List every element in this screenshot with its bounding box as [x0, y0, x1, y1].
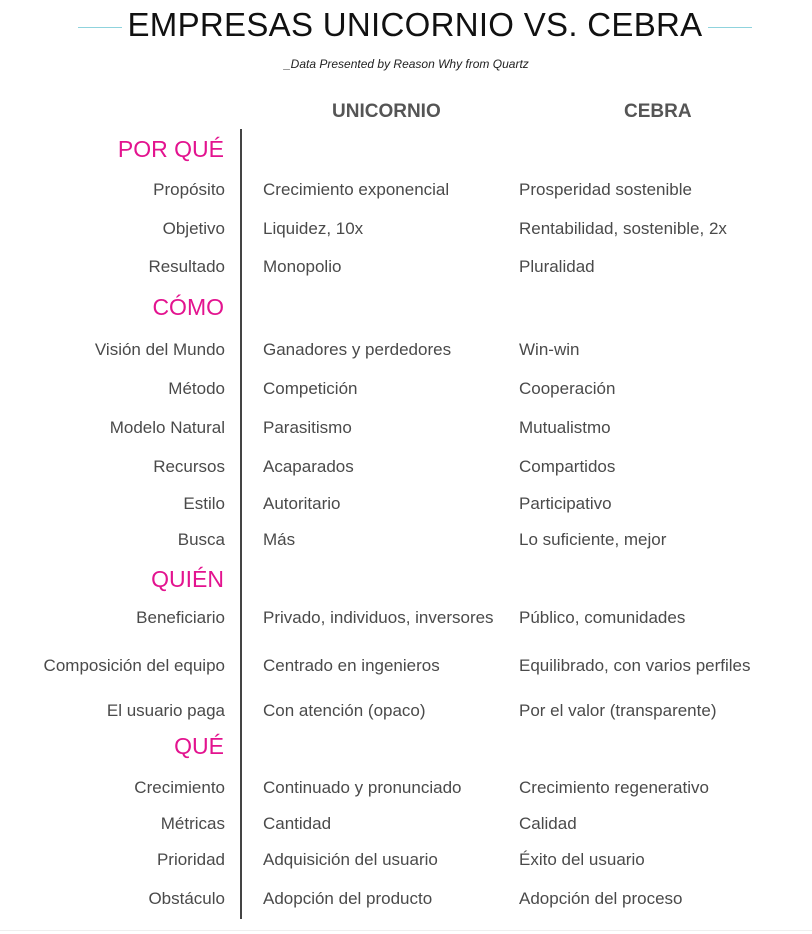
row-label: Método [168, 379, 225, 398]
row-label: Visión del Mundo [94, 340, 225, 359]
row-label: El usuario paga [106, 701, 225, 720]
row-label: Busca [177, 530, 225, 549]
row-label: Recursos [153, 457, 225, 476]
row-label: Crecimiento [134, 778, 225, 797]
section-title-que: QUÉ [174, 733, 224, 759]
cebra-cell: Crecimiento regenerativo [519, 778, 709, 797]
row-label: Resultado [148, 257, 225, 276]
cebra-cell: Por el valor (transparente) [519, 701, 717, 720]
row-label: Composición del equipo [43, 656, 225, 675]
unicornio-cell: Competición [263, 379, 358, 398]
row-label: Beneficiario [136, 608, 225, 627]
unicornio-cell: Acaparados [263, 457, 354, 476]
unicornio-cell: Ganadores y perdedores [263, 340, 452, 359]
unicornio-cell: Crecimiento exponencial [263, 180, 450, 199]
unicornio-cell: Continuado y pronunciado [263, 778, 462, 797]
unicornio-cell: Más [263, 530, 296, 549]
cebra-cell: Adopción del proceso [519, 889, 683, 908]
cebra-cell: Compartidos [519, 457, 616, 476]
unicornio-cell: Parasitismo [263, 418, 352, 437]
cebra-cell: Win-win [519, 340, 580, 359]
cebra-cell: Cooperación [519, 379, 616, 398]
cebra-cell: Mutualistmo [519, 418, 611, 437]
unicornio-cell: Privado, individuos, inversores [263, 608, 494, 627]
unicornio-cell: Centrado en ingenieros [263, 656, 440, 675]
column-header-cebra: CEBRA [624, 101, 692, 122]
cebra-cell: Equilibrado, con varios perfiles [519, 656, 751, 675]
row-label: Estilo [183, 494, 225, 513]
cebra-cell: Rentabilidad, sostenible, 2x [519, 219, 727, 238]
section-title-quien: QUIÉN [151, 566, 224, 592]
row-label: Objetivo [162, 219, 225, 238]
column-header-unicornio: UNICORNIO [332, 101, 441, 122]
section-title-por-que: POR QUÉ [117, 136, 224, 162]
unicornio-cell: Adquisición del usuario [263, 850, 438, 869]
cebra-cell: Éxito del usuario [519, 850, 645, 869]
page-subtitle: _Data Presented by Reason Why from Quartz [284, 57, 529, 71]
unicornio-cell: Autoritario [263, 494, 341, 513]
cebra-cell: Calidad [519, 814, 577, 833]
row-label: Propósito [153, 180, 225, 199]
cebra-cell: Participativo [519, 494, 612, 513]
row-label: Modelo Natural [109, 418, 225, 437]
unicornio-cell: Monopolio [263, 257, 342, 276]
row-label: Obstáculo [148, 889, 225, 908]
cebra-cell: Pluralidad [519, 257, 595, 276]
cebra-cell: Público, comunidades [519, 608, 686, 627]
cebra-cell: Lo suficiente, mejor [519, 530, 667, 549]
title-right-rule [708, 27, 752, 28]
row-label: Prioridad [156, 850, 225, 869]
section-title-como: CÓMO [152, 294, 224, 320]
vertical-divider [240, 129, 242, 919]
unicornio-cell: Con atención (opaco) [263, 701, 426, 720]
row-label: Métricas [160, 814, 225, 833]
bottom-rule [0, 930, 812, 931]
unicornio-cell: Liquidez, 10x [263, 219, 364, 238]
unicornio-cell: Cantidad [263, 814, 332, 833]
page-title: EMPRESAS UNICORNIO VS. CEBRA [127, 6, 703, 43]
cebra-cell: Prosperidad sostenible [519, 180, 692, 199]
unicornio-cell: Adopción del producto [263, 889, 433, 908]
